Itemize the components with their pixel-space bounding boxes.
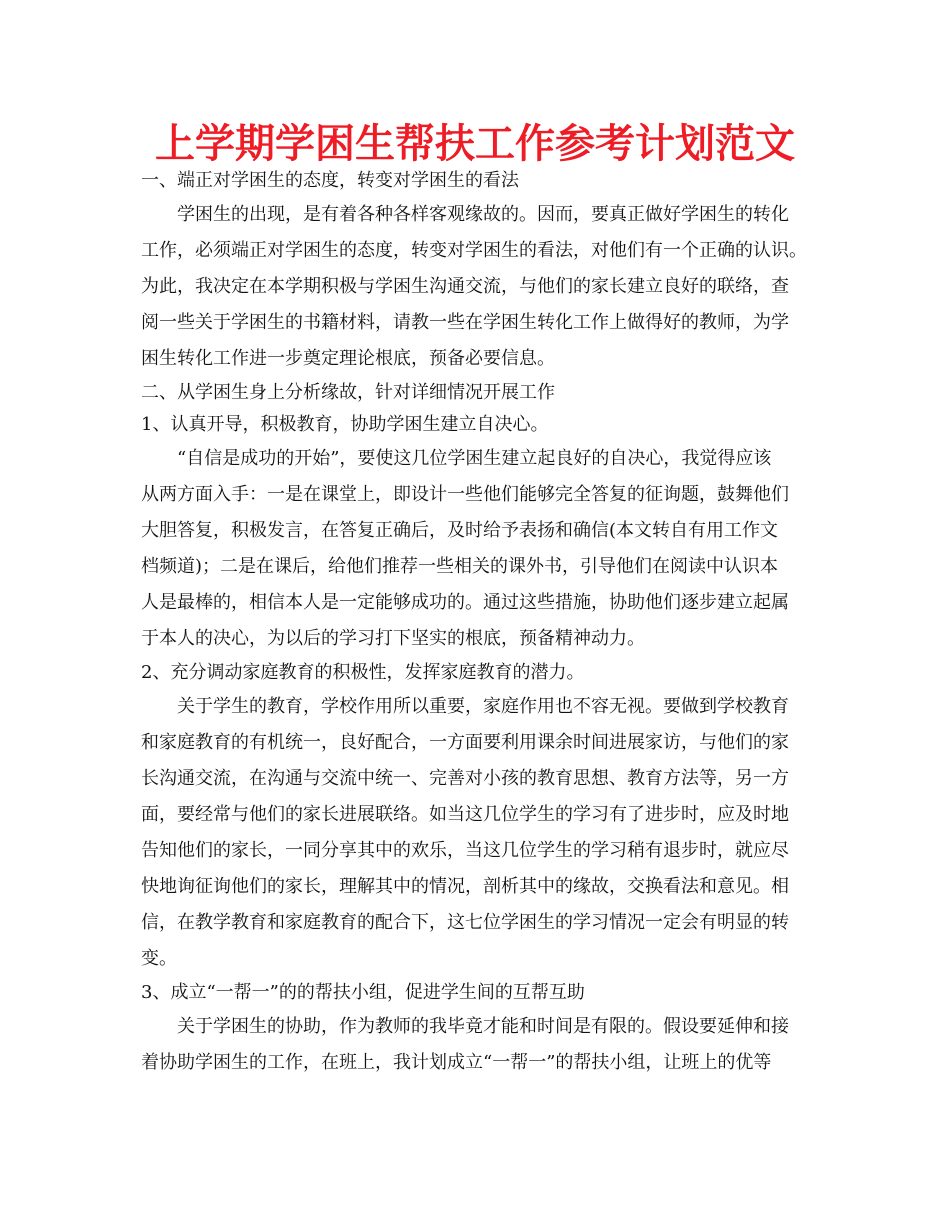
- paragraph-line: 变。: [141, 948, 177, 969]
- section-heading: 一、端正对学困生的态度，转变对学困生的看法: [141, 170, 519, 191]
- paragraph-line: 学困生的出现，是有着各种各样客观缘故的。因而，要真正做好学困生的转化: [177, 204, 789, 225]
- paragraph-line: 关于学生的教育，学校作用所以重要，家庭作用也不容无视。要做到学校教育: [177, 696, 789, 717]
- document-title: 上学期学困生帮扶工作参考计划范文: [155, 120, 795, 167]
- paragraph-line: 长沟通交流，在沟通与交流中统一、完善对小孩的教育思想、教育方法等，另一方: [141, 768, 789, 789]
- paragraph-line: 和家庭教育的有机统一，良好配合，一方面要利用课余时间进展家访，与他们的家: [141, 732, 789, 753]
- paragraph-line: 为此，我决定在本学期积极与学困生沟通交流，与他们的家长建立良好的联络，查: [141, 276, 789, 297]
- section-heading: 2、充分调动家庭教育的积极性，发挥家庭教育的潜力。: [141, 662, 585, 683]
- paragraph-line: 从两方面入手：一是在课堂上，即设计一些他们能够完全答复的征询题，鼓舞他们: [141, 484, 789, 505]
- paragraph-line: 阅一些关于学困生的书籍材料，请教一些在学困生转化工作上做得好的教师，为学: [141, 312, 789, 333]
- paragraph-line: 人是最棒的，相信本人是一定能够成功的。通过这些措施，协助他们逐步建立起属: [141, 592, 789, 613]
- paragraph-line: 告知他们的家长，一同分享其中的欢乐，当这几位学生的学习稍有退步时，就应尽: [141, 840, 789, 861]
- paragraph-line: 大胆答复，积极发言，在答复正确后，及时给予表扬和确信(本文转自有用工作文: [141, 520, 779, 541]
- section-heading: 3、成立“一帮一”的的帮扶小组，促进学生间的互帮互助: [141, 982, 585, 1003]
- paragraph-line: 档频道)；二是在课后，给他们推荐一些相关的课外书，引导他们在阅读中认识本: [141, 556, 779, 577]
- paragraph-line: 工作，必须端正对学困生的态度，转变对学困生的看法，对他们有一个正确的认识。: [141, 240, 807, 261]
- document-body: [141, 165, 821, 1081]
- section-heading: 二、从学困生身上分析缘故，针对详细情况开展工作: [141, 382, 555, 403]
- paragraph-line: 关于学困生的协助，作为教师的我毕竟才能和时间是有限的。假设要延伸和接: [177, 1016, 789, 1037]
- paragraph-line: 困生转化工作进一步奠定理论根底，预备必要信息。: [141, 348, 555, 369]
- paragraph-line: “自信是成功的开始”，要使这几位学困生建立起良好的自决心，我觉得应该: [177, 448, 772, 469]
- paragraph-line: 着协助学困生的工作，在班上，我计划成立“一帮一”的帮扶小组，让班上的优等: [141, 1052, 772, 1073]
- paragraph-line: 信，在教学教育和家庭教育的配合下，这七位学困生的学习情况一定会有明显的转: [141, 912, 789, 933]
- paragraph-line: 面，要经常与他们的家长进展联络。如当这几位学生的学习有了进步时，应及时地: [141, 804, 789, 825]
- paragraph-line: 快地询征询他们的家长，理解其中的情况，剖析其中的缘故，交换看法和意见。相: [141, 876, 789, 897]
- paragraph-line: 于本人的决心，为以后的学习打下坚实的根底，预备精神动力。: [141, 628, 645, 649]
- section-heading: 1、认真开导，积极教育，协助学困生建立自决心。: [141, 414, 549, 435]
